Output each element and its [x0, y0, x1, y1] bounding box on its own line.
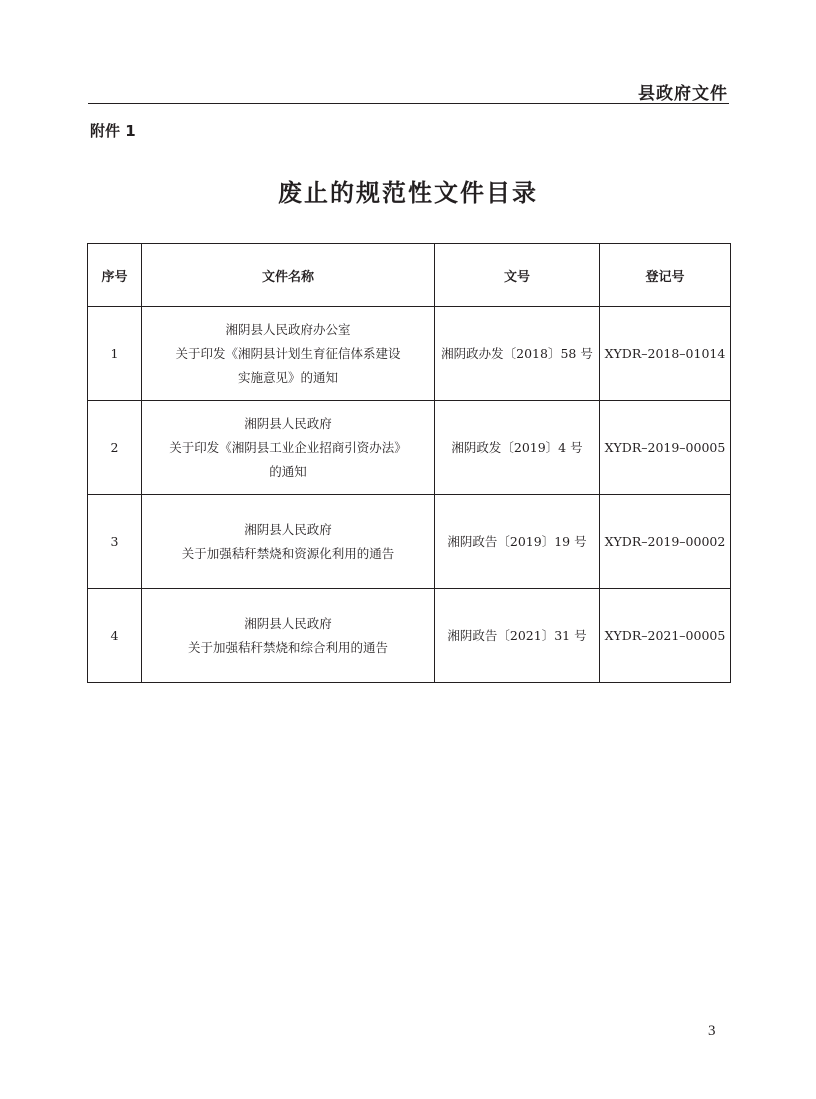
table-row [88, 307, 731, 401]
registration-number: XYDR–2019–00005 [600, 401, 731, 495]
row-number: 4 [88, 589, 142, 683]
header-rule [88, 103, 729, 104]
document-name-line: 关于加强秸秆禁烧和资源化利用的通告 [181, 545, 395, 561]
running-header: 县政府文件 [638, 84, 728, 104]
repealed-documents-table [87, 243, 731, 683]
column-header-name: 文件名称 [142, 244, 435, 307]
column-header-doc-number: 文号 [435, 244, 600, 307]
table-header-row [88, 244, 731, 307]
document-name-line: 湘阴县人民政府办公室 [225, 321, 351, 337]
column-header-registration: 登记号 [600, 244, 731, 307]
document-number: 湘阴政告〔2021〕31 号 [435, 589, 600, 683]
registration-number: XYDR–2019–00002 [600, 495, 731, 589]
document-name-line: 湘阴县人民政府 [244, 415, 332, 431]
document-name-cell [142, 495, 435, 589]
document-name-line: 的通知 [269, 463, 307, 479]
document-name-cell [142, 307, 435, 401]
registration-number: XYDR–2021–00005 [600, 589, 731, 683]
document-name-line: 关于印发《湘阴县计划生育征信体系建设 [175, 345, 401, 361]
document-name-cell [142, 401, 435, 495]
document-title: 废止的规范性文件目录 [278, 178, 538, 207]
document-number: 湘阴政发〔2019〕4 号 [435, 401, 600, 495]
table-row [88, 495, 731, 589]
attachment-label: 附件 1 [90, 122, 136, 140]
row-number: 1 [88, 307, 142, 401]
document-name-line: 关于印发《湘阴县工业企业招商引资办法》 [169, 439, 407, 455]
document-name-line: 湘阴县人民政府 [244, 521, 332, 537]
registration-number: XYDR–2018–01014 [600, 307, 731, 401]
document-number: 湘阴政告〔2019〕19 号 [435, 495, 600, 589]
row-number: 2 [88, 401, 142, 495]
document-name-cell [142, 589, 435, 683]
document-name-line: 关于加强秸秆禁烧和综合利用的通告 [187, 639, 388, 655]
document-name-line: 湘阴县人民政府 [244, 615, 332, 631]
table-row [88, 589, 731, 683]
page-number: 3 [708, 1023, 716, 1039]
document-number: 湘阴政办发〔2018〕58 号 [435, 307, 600, 401]
row-number: 3 [88, 495, 142, 589]
table-row [88, 401, 731, 495]
column-header-number: 序号 [88, 244, 142, 307]
document-name-line: 实施意见》的通知 [237, 369, 338, 385]
